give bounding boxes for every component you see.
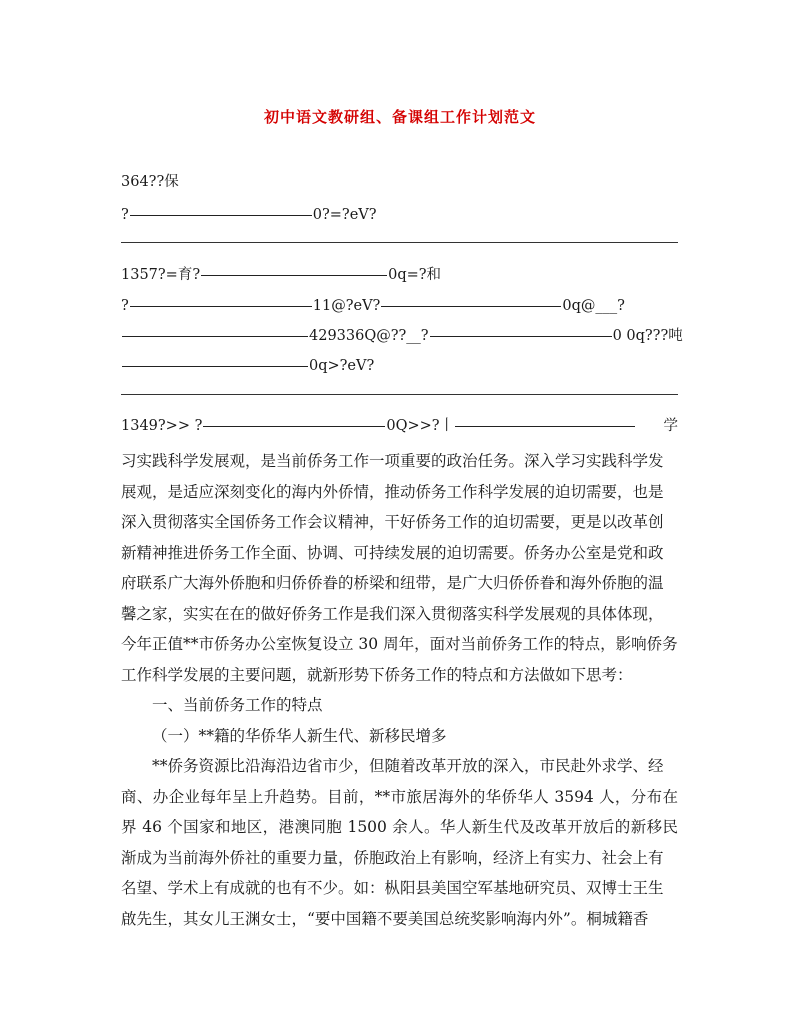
document-title: 初中语文教研组、备课组工作计划范文 <box>263 108 536 126</box>
text-line: **侨务资源比沿海沿边省市少，但随着改革开放的深入，市民赴外求学、经 <box>152 757 664 775</box>
section-heading: 一、当前侨务工作的特点 <box>152 696 323 714</box>
body-paragraph <box>121 446 678 934</box>
form-row-6 <box>121 356 374 376</box>
underline-rule <box>455 426 635 427</box>
underline-rule <box>381 306 561 307</box>
form-row-2 <box>121 205 377 225</box>
subsection-heading: （一）**籍的华侨华人新生代、新移民增多 <box>152 726 447 745</box>
underline-rule <box>203 426 385 427</box>
text-line: 啟先生，其女儿王渊女士，“要中国籍不要美国总统奖影响海内外”。桐城籍香 <box>121 909 649 928</box>
text-line: 新精神推进侨务工作全面、协调、可持续发展的迫切需要。侨务办公室是党和政 <box>121 543 664 562</box>
underline-rule <box>122 336 308 337</box>
underline-rule <box>130 306 312 307</box>
form-text: 1357?=育? <box>121 267 201 283</box>
text-line: 渐成为当前海外侨社的重要力量，侨胞政治上有影响，经济上有实力、社会上有 <box>121 848 664 867</box>
underline-rule <box>122 366 308 367</box>
text-line: 商、办企业每年呈上升趋势。目前，**市旅居海外的华侨华人 3594 人，分布在 <box>121 787 678 806</box>
underline-rule <box>201 275 387 276</box>
horizontal-divider <box>121 394 678 395</box>
form-row-1 <box>121 172 179 192</box>
form-text: ? <box>121 207 129 223</box>
text-line: 今年正值**市侨务办公室恢复设立 30 周年，面对当前侨务工作的特点，影响侨务 <box>121 635 678 653</box>
form-text: 429336Q@??__? <box>309 328 429 344</box>
text-line: 界 46 个国家和地区，港澳同胞 1500 余人。华人新生代及改革开放后的新移民 <box>121 818 678 836</box>
form-text: 0 0q???吨 <box>612 328 683 344</box>
form-text: 0q@___? <box>562 298 625 314</box>
underline-rule <box>130 215 312 216</box>
form-text: 0q=?和 <box>388 267 442 283</box>
form-row-3 <box>121 265 441 285</box>
text-line: 府联系广大海外侨胞和归侨侨眷的桥梁和纽带，是广大归侨侨眷和海外侨胞的温 <box>121 574 664 592</box>
form-text: 学 <box>663 418 678 434</box>
form-row-5 <box>121 326 683 346</box>
form-text: 1349?>> ? <box>121 418 203 434</box>
form-text: 0Q>>?丨 <box>386 418 455 434</box>
text-line: 深入贯彻落实全国侨务工作会议精神，干好侨务工作的迫切需要，更是以改革创 <box>121 513 664 531</box>
text-line: 馨之家，实实在在的做好侨务工作是我们深入贯彻落实科学发展观的具体体现， <box>121 604 664 623</box>
text-line: 习实践科学发展观，是当前侨务工作一项重要的政治任务。深入学习实践科学发 <box>121 452 664 470</box>
form-text: 0?=?eV? <box>312 207 377 223</box>
horizontal-divider <box>121 242 678 243</box>
form-text: ? <box>121 298 129 314</box>
form-text: 0q>?eV? <box>309 358 375 374</box>
text-line: 工作科学发展的主要问题，就新形势下侨务工作的特点和方法做如下思考： <box>121 665 633 684</box>
underline-rule <box>430 336 612 337</box>
form-row-7 <box>121 416 678 436</box>
form-text: 364??保 <box>121 174 179 190</box>
form-text: 11@?eV? <box>312 298 381 314</box>
text-line: 展观，是适应深刻变化的海内外侨情，推动侨务工作科学发展的迫切需要，也是 <box>121 482 664 501</box>
text-line: 名望、学术上有成就的也有不少。如：枞阳县美国空军基地研究员、双博士王生 <box>121 879 664 897</box>
form-row-4 <box>121 296 625 316</box>
